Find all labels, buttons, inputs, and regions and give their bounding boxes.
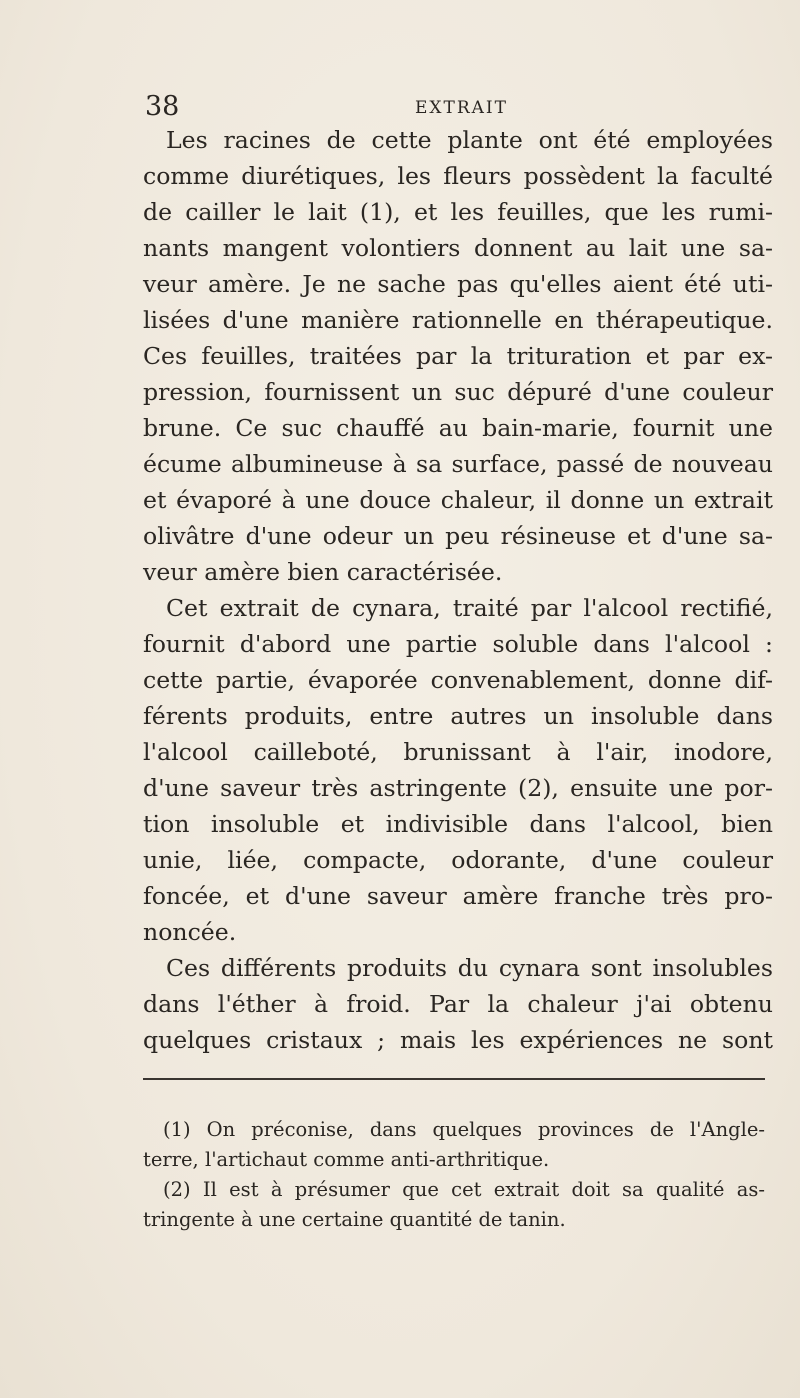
text-line: d'une saveur très astringente (2), ensuite une por-	[143, 774, 773, 802]
text-line: nants mangent volontiers donnent au lait une sa-	[143, 234, 773, 262]
text-line: unie, liée, compacte, odorante, d'une couleur	[143, 846, 773, 874]
footnote-line: terre, l'artichaut comme anti-arthritique.	[143, 1148, 550, 1171]
text-line: férents produits, entre autres un insoluble dans	[143, 702, 773, 730]
text-line: Cet extrait de cynara, traité par l'alcool rectifié,	[166, 594, 773, 622]
text-line: brune. Ce suc chauffé au bain-marie, fournit une	[143, 414, 773, 442]
text-line: fournit d'abord une partie soluble dans l'alcool :	[143, 630, 773, 658]
footnote-line: (2) Il est à présumer que cet extrait doit sa qualité as-	[163, 1178, 765, 1201]
text-line: Ces feuilles, traitées par la trituration et par ex-	[143, 342, 773, 370]
text-line: veur amère bien caractérisée.	[143, 558, 503, 586]
text-line: pression, fournissent un suc dépuré d'une couleur	[143, 378, 773, 406]
text-line: noncée.	[143, 918, 237, 946]
text-line: écume albumineuse à sa surface, passé de nouveau	[143, 450, 773, 478]
running-head	[145, 92, 665, 122]
text-line: lisées d'une manière rationnelle en thérapeutique.	[143, 306, 773, 334]
page-number: 38	[145, 91, 180, 122]
text-line: l'alcool cailleboté, brunissant à l'air, inodore,	[143, 738, 773, 766]
text-line: tion insoluble et indivisible dans l'alcool, bien	[143, 810, 773, 838]
text-line: cette partie, évaporée convenablement, donne dif-	[143, 666, 773, 694]
body-text	[143, 122, 773, 1058]
text-line: comme diurétiques, les fleurs possèdent la faculté	[143, 162, 773, 190]
text-line: quelques cristaux ; mais les expériences ne sont	[143, 1026, 773, 1054]
text-line: foncée, et d'une saveur amère franche très pro-	[143, 882, 773, 910]
text-line: de cailler le lait (1), et les feuilles, que les rumi-	[143, 198, 773, 226]
footnote-line: (1) On préconise, dans quelques provinces de l'Angle-	[163, 1118, 765, 1141]
footnote-line: tringente à une certaine quantité de tanin.	[143, 1208, 566, 1231]
text-line: Les racines de cette plante ont été employées	[166, 126, 773, 154]
running-title: EXTRAIT	[415, 98, 508, 118]
footnotes	[143, 1115, 765, 1235]
text-line: olivâtre d'une odeur un peu résineuse et d'une sa-	[143, 522, 773, 550]
text-line: et évaporé à une douce chaleur, il donne un extrait	[143, 486, 773, 514]
text-line: dans l'éther à froid. Par la chaleur j'ai obtenu	[143, 990, 773, 1018]
footnote-divider	[143, 1078, 765, 1080]
text-line: Ces différents produits du cynara sont insolubles	[166, 954, 773, 982]
text-line: veur amère. Je ne sache pas qu'elles aient été uti-	[143, 270, 773, 298]
